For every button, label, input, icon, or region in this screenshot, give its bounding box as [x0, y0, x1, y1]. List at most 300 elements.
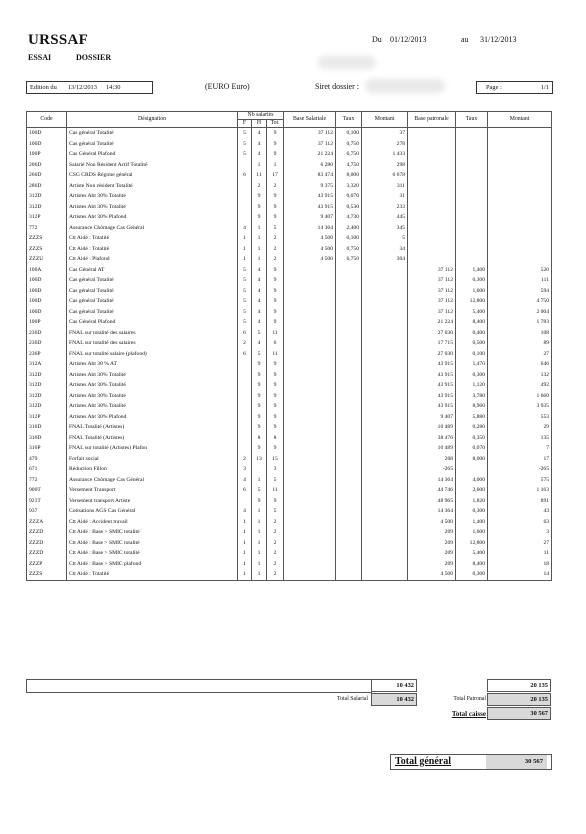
edition-date: 13/12/2013 [67, 84, 97, 91]
cell-base-patronale: 37 112 [408, 275, 456, 286]
cell-code: 312D [27, 202, 67, 213]
cell-base-salariale: 43 915 [284, 202, 336, 213]
cell-taux [336, 370, 362, 381]
cell-code: 671 [27, 464, 67, 475]
cell-code: ZZZP [27, 559, 67, 570]
cell-montant [362, 548, 408, 559]
cell-base-salariale: 43 915 [284, 191, 336, 202]
cell-montant [362, 412, 408, 423]
table-row [27, 548, 552, 559]
cell-designation: Cas Général Plafond [67, 149, 238, 160]
cell-nb-tot: 2 [267, 181, 284, 192]
cell-taux-patronal: 0,350 [456, 433, 488, 444]
cell-nb-h: 1 [252, 559, 267, 570]
cell-nb-f: 1 [238, 538, 252, 549]
cell-nb-tot: 9 [267, 317, 284, 328]
cell-designation: Versement transport Artiste [67, 496, 238, 507]
cell-taux-patronal: 4,000 [456, 475, 488, 486]
table-row [27, 464, 552, 475]
cell-montant [362, 338, 408, 349]
cell-nb-h: 5 [252, 328, 267, 339]
table-row [27, 475, 552, 486]
col-taux: Taux [336, 112, 362, 128]
cell-taux-patronal: 3,780 [456, 391, 488, 402]
table-row [27, 296, 552, 307]
cell-code: 236P [27, 349, 67, 360]
cell-code: 100P [27, 149, 67, 160]
cell-taux [336, 275, 362, 286]
cell-base-salariale [284, 296, 336, 307]
cell-nb-h: 1 [252, 506, 267, 517]
cell-nb-tot: 8 [267, 433, 284, 444]
cell-nb-h: 9 [252, 443, 267, 454]
cell-taux [336, 380, 362, 391]
cell-montant-patronal [488, 202, 552, 213]
period-to: 31/12/2013 [480, 35, 517, 44]
cell-nb-f: 5 [238, 286, 252, 297]
cell-taux-patronal [456, 212, 488, 223]
cell-base-salariale: 6 280 [284, 160, 336, 171]
cell-nb-f: 1 [238, 244, 252, 255]
table-row [27, 380, 552, 391]
cell-nb-h: 1 [252, 244, 267, 255]
cell-montant [362, 380, 408, 391]
cell-base-patronale: 208 [408, 454, 456, 465]
cell-taux-patronal [456, 149, 488, 160]
cell-montant [362, 296, 408, 307]
cell-base-salariale [284, 265, 336, 276]
currency: (EURO Euro) [205, 82, 250, 91]
cell-base-salariale [284, 307, 336, 318]
cell-nb-tot: 2 [267, 517, 284, 528]
cell-nb-tot: 9 [267, 496, 284, 507]
cell-montant-patronal [488, 212, 552, 223]
cell-base-salariale [284, 485, 336, 496]
cell-designation: Artistes Abt 30% Totalité [67, 401, 238, 412]
cell-taux [336, 401, 362, 412]
cell-montant-patronal: 3 [488, 527, 552, 538]
cell-taux-patronal [456, 202, 488, 213]
col-base-patronale: Base patronale [408, 112, 456, 128]
siret-label: Siret dossier : [315, 82, 359, 91]
cell-code: 100A [27, 265, 67, 276]
table-row [27, 202, 552, 213]
cell-montant [362, 433, 408, 444]
cell-nb-h: 9 [252, 380, 267, 391]
cell-taux [336, 475, 362, 486]
cell-base-patronale: 44 746 [408, 485, 456, 496]
cell-nb-tot: 11 [267, 485, 284, 496]
cell-nb-tot: 9 [267, 391, 284, 402]
cell-base-salariale [284, 443, 336, 454]
cell-base-patronale: 21 224 [408, 317, 456, 328]
cell-code: 236D [27, 328, 67, 339]
cell-code: 100D [27, 128, 67, 139]
cell-base-salariale: 9 407 [284, 212, 336, 223]
cell-base-salariale [284, 569, 336, 580]
cell-nb-f [238, 391, 252, 402]
cell-base-salariale [284, 475, 336, 486]
cell-code: 316D [27, 433, 67, 444]
cell-taux [336, 265, 362, 276]
cell-taux [336, 422, 362, 433]
cell-nb-h: 9 [252, 496, 267, 507]
cell-code: 772 [27, 475, 67, 486]
cell-taux [336, 317, 362, 328]
cell-taux-patronal: 0,300 [456, 275, 488, 286]
cell-base-patronale [408, 128, 456, 139]
cell-montant-patronal [488, 244, 552, 255]
cell-base-salariale [284, 317, 336, 328]
cell-base-patronale: 10 489 [408, 422, 456, 433]
cell-montant-patronal: 1 783 [488, 317, 552, 328]
cell-designation: Cas général Totalité [67, 139, 238, 150]
cell-base-salariale [284, 412, 336, 423]
cell-montant-patronal: 7 [488, 443, 552, 454]
cell-base-salariale: 83 474 [284, 170, 336, 181]
cell-designation: Cas Général Plafond [67, 317, 238, 328]
cell-designation: Ctt Aidé : Totalité [67, 244, 238, 255]
cell-nb-f: 1 [238, 517, 252, 528]
cell-designation: Ctt Aidé : Accident travail [67, 517, 238, 528]
cell-base-patronale [408, 170, 456, 181]
cell-designation: Artiste Non résident Totalité [67, 181, 238, 192]
cell-montant-patronal [488, 254, 552, 265]
cell-base-patronale [408, 244, 456, 255]
cell-nb-h: 1 [252, 223, 267, 234]
cell-nb-tot: 9 [267, 191, 284, 202]
cell-montant [362, 443, 408, 454]
cell-taux [336, 569, 362, 580]
cell-montant [362, 485, 408, 496]
col-tot: Tot. [267, 120, 284, 128]
cell-designation: Artistes Abt 30% Totalité [67, 391, 238, 402]
cell-code: 312D [27, 401, 67, 412]
cell-nb-h: 4 [252, 149, 267, 160]
cell-nb-tot: 2 [267, 548, 284, 559]
cell-base-salariale [284, 275, 336, 286]
cell-designation: Artistes Abt 30% Totalité [67, 370, 238, 381]
cell-montant-patronal: 11 [488, 548, 552, 559]
cell-nb-h: 9 [252, 370, 267, 381]
total-salarial-label: Total Salarial [337, 696, 368, 702]
cell-base-patronale: 209 [408, 548, 456, 559]
cell-montant-patronal: 63 [488, 517, 552, 528]
cell-taux-patronal: 0,280 [456, 422, 488, 433]
cell-nb-h: 1 [252, 233, 267, 244]
cell-code: ZZZD [27, 548, 67, 559]
table-row [27, 212, 552, 223]
cell-taux: 4,730 [336, 212, 362, 223]
cell-base-salariale [284, 349, 336, 360]
cell-designation: Artistes Abt 30% Plafond [67, 412, 238, 423]
cell-taux: 0,750 [336, 139, 362, 150]
cell-montant: 5 [362, 233, 408, 244]
cell-base-salariale [284, 328, 336, 339]
cell-taux-patronal: 0,100 [456, 349, 488, 360]
cell-code: 312D [27, 370, 67, 381]
cell-code: 479 [27, 454, 67, 465]
col-code: Code [27, 112, 67, 128]
cell-nb-tot: 6 [267, 338, 284, 349]
sum-patronal: 20 135 [487, 679, 551, 692]
cell-nb-f: 5 [238, 317, 252, 328]
cell-designation: Ctt Aidé : Base > SMIC plafond [67, 559, 238, 570]
cell-taux: 0,100 [336, 233, 362, 244]
cell-nb-h: 9 [252, 401, 267, 412]
cell-base-salariale [284, 454, 336, 465]
total-caisse: 30 567 [487, 707, 551, 720]
cell-base-salariale [284, 380, 336, 391]
cell-nb-f: 1 [238, 254, 252, 265]
cell-nb-h: 4 [252, 307, 267, 318]
cell-nb-h: 4 [252, 265, 267, 276]
cell-montant-patronal: 1 163 [488, 485, 552, 496]
cell-nb-h: 11 [252, 170, 267, 181]
table-row [27, 433, 552, 444]
total-general-label: Total général [395, 756, 452, 767]
table-row [27, 559, 552, 570]
cell-code: 260D [27, 170, 67, 181]
cell-taux [336, 548, 362, 559]
cell-montant-patronal [488, 223, 552, 234]
cell-taux-patronal: 1,600 [456, 527, 488, 538]
cell-base-patronale: 43 915 [408, 401, 456, 412]
cell-nb-h: 4 [252, 286, 267, 297]
cell-montant: 304 [362, 254, 408, 265]
cell-base-patronale: 37 112 [408, 307, 456, 318]
cell-nb-tot: 5 [267, 506, 284, 517]
table-row [27, 265, 552, 276]
cell-nb-h: 1 [252, 160, 267, 171]
cell-base-salariale: 21 224 [284, 149, 336, 160]
cell-nb-h: 4 [252, 338, 267, 349]
cell-code: 921T [27, 496, 67, 507]
cell-nb-tot: 5 [267, 223, 284, 234]
cell-nb-tot: 9 [267, 422, 284, 433]
cell-nb-h: 9 [252, 359, 267, 370]
cell-code: 100D [27, 275, 67, 286]
cell-nb-h: 1 [252, 527, 267, 538]
table-row [27, 233, 552, 244]
cell-code: 316P [27, 443, 67, 454]
cell-base-salariale: 4 500 [284, 244, 336, 255]
cell-nb-f: 1 [238, 233, 252, 244]
table-row [27, 517, 552, 528]
cell-designation: Artistes Abt 30% Plafond [67, 212, 238, 223]
cell-nb-h: 1 [252, 548, 267, 559]
cell-taux-patronal [456, 191, 488, 202]
cell-designation: Cas Général AT [67, 265, 238, 276]
cell-taux-patronal: 1,400 [456, 517, 488, 528]
table-row [27, 506, 552, 517]
cell-montant [362, 559, 408, 570]
cell-montant-patronal: 29 [488, 422, 552, 433]
cell-montant-patronal [488, 233, 552, 244]
cell-montant [362, 349, 408, 360]
cell-taux: 2,400 [336, 223, 362, 234]
cell-base-patronale [408, 160, 456, 171]
cell-taux [336, 538, 362, 549]
cell-taux-patronal: 0,500 [456, 338, 488, 349]
cell-nb-f: 5 [238, 139, 252, 150]
cell-designation: Cas général Totalité [67, 128, 238, 139]
cell-code: ZZZD [27, 527, 67, 538]
cell-base-patronale: 4 500 [408, 569, 456, 580]
cell-taux-patronal [456, 160, 488, 171]
table-row [27, 223, 552, 234]
cell-montant-patronal: 27 [488, 538, 552, 549]
cell-montant-patronal [488, 170, 552, 181]
table-row [27, 538, 552, 549]
cell-base-patronale: 10 489 [408, 443, 456, 454]
cell-designation: Artistes Abt 30% Totalité [67, 191, 238, 202]
cell-nb-f [238, 191, 252, 202]
cell-base-salariale [284, 559, 336, 570]
cell-base-patronale: 4 500 [408, 517, 456, 528]
cell-montant-patronal: 891 [488, 496, 552, 507]
cell-base-salariale: 37 112 [284, 139, 336, 150]
table-row [27, 569, 552, 580]
cell-montant [362, 317, 408, 328]
cell-montant [362, 359, 408, 370]
cell-taux: 0,070 [336, 191, 362, 202]
cell-nb-f: 1 [238, 559, 252, 570]
cell-code: 312D [27, 191, 67, 202]
cell-taux-patronal: 1,470 [456, 359, 488, 370]
cell-montant [362, 328, 408, 339]
cell-taux: 6,750 [336, 149, 362, 160]
cell-montant [362, 307, 408, 318]
cell-code: 100D [27, 139, 67, 150]
cell-taux [336, 485, 362, 496]
cell-nb-f: 1 [238, 527, 252, 538]
cell-nb-f [238, 443, 252, 454]
cell-code: ZZZU [27, 254, 67, 265]
cell-nb-tot: 9 [267, 401, 284, 412]
cell-taux-patronal: 5,400 [456, 307, 488, 318]
cell-base-patronale: 38 476 [408, 433, 456, 444]
total-salarial: 10 432 [371, 693, 417, 706]
cell-designation: Ctt Aidé : Base > SMIC totalité [67, 527, 238, 538]
cell-nb-h: 1 [252, 475, 267, 486]
total-general-box [390, 754, 552, 770]
cell-base-salariale [284, 338, 336, 349]
cell-taux-patronal: 2,600 [456, 485, 488, 496]
cell-nb-tot: 9 [267, 296, 284, 307]
cell-taux [336, 443, 362, 454]
cell-nb-f: 5 [238, 296, 252, 307]
cell-nb-tot: 15 [267, 454, 284, 465]
cell-designation: FNAL sur totalité (Artistes) Plafon [67, 443, 238, 454]
cell-base-patronale: 9 407 [408, 412, 456, 423]
cell-nb-tot: 9 [267, 412, 284, 423]
cell-taux [336, 328, 362, 339]
cell-nb-f: 5 [238, 275, 252, 286]
cell-nb-tot: 2 [267, 254, 284, 265]
cell-base-patronale: 14 364 [408, 475, 456, 486]
cell-base-salariale: 4 500 [284, 233, 336, 244]
cell-montant-patronal: 18 [488, 559, 552, 570]
cell-nb-tot: 9 [267, 286, 284, 297]
cell-designation: FNAL sur totalité des salaires [67, 328, 238, 339]
cell-code: ZZZS [27, 233, 67, 244]
cell-montant-patronal [488, 139, 552, 150]
redacted-block [318, 56, 376, 69]
cell-designation: Cas général Totalité [67, 296, 238, 307]
cell-nb-f: 5 [238, 307, 252, 318]
cell-base-patronale [408, 212, 456, 223]
cell-montant-patronal: 89 [488, 338, 552, 349]
cell-nb-h: 9 [252, 191, 267, 202]
period-from: 01/12/2013 [390, 35, 427, 44]
cell-taux-patronal [456, 223, 488, 234]
cell-taux-patronal [456, 254, 488, 265]
page-title: URSSAF [28, 32, 89, 48]
cell-nb-h: 5 [252, 349, 267, 360]
cell-montant [362, 527, 408, 538]
cell-nb-f [238, 422, 252, 433]
cell-designation: Ctt Aidé : Plafond [67, 254, 238, 265]
sum-row-left [26, 679, 372, 693]
table-row [27, 422, 552, 433]
cell-montant [362, 422, 408, 433]
cell-nb-h: 1 [252, 517, 267, 528]
cell-taux [336, 338, 362, 349]
cell-taux-patronal: 1,820 [456, 496, 488, 507]
total-general: 30 567 [486, 755, 547, 769]
cell-taux-patronal: 8,400 [456, 317, 488, 328]
cell-base-patronale: 209 [408, 538, 456, 549]
cell-taux-patronal: 8,400 [456, 559, 488, 570]
cell-nb-tot: 3 [267, 464, 284, 475]
cell-taux-patronal: 12,800 [456, 296, 488, 307]
cell-taux: 4,750 [336, 160, 362, 171]
document-type: DOSSIER [76, 53, 112, 62]
cell-montant: 278 [362, 139, 408, 150]
cell-base-patronale: 209 [408, 527, 456, 538]
table-row [27, 317, 552, 328]
cell-base-patronale: 14 364 [408, 506, 456, 517]
cell-designation: Forfait social [67, 454, 238, 465]
cell-nb-h: 4 [252, 128, 267, 139]
cell-base-patronale: 43 915 [408, 359, 456, 370]
cell-taux: 0,750 [336, 244, 362, 255]
cell-taux-patronal: 0,300 [456, 370, 488, 381]
cell-nb-f [238, 370, 252, 381]
cell-nb-h: 4 [252, 317, 267, 328]
table-row [27, 527, 552, 538]
table-row [27, 349, 552, 360]
cell-base-salariale [284, 370, 336, 381]
cell-code: 312D [27, 380, 67, 391]
cell-base-salariale [284, 433, 336, 444]
cell-base-patronale [408, 149, 456, 160]
cell-nb-f: 6 [238, 485, 252, 496]
cell-taux [336, 517, 362, 528]
cell-code: 312A [27, 359, 67, 370]
col-taux-patronal: Taux [456, 112, 488, 128]
table-row [27, 338, 552, 349]
cell-taux-patronal [456, 244, 488, 255]
cell-designation: Ctt Aidé : Totalité [67, 233, 238, 244]
sum-row [370, 679, 551, 690]
cell-montant: 311 [362, 181, 408, 192]
cell-montant-patronal: 492 [488, 380, 552, 391]
cell-taux-patronal [456, 128, 488, 139]
cotisations-table [26, 111, 552, 581]
cell-base-patronale: 43 915 [408, 380, 456, 391]
